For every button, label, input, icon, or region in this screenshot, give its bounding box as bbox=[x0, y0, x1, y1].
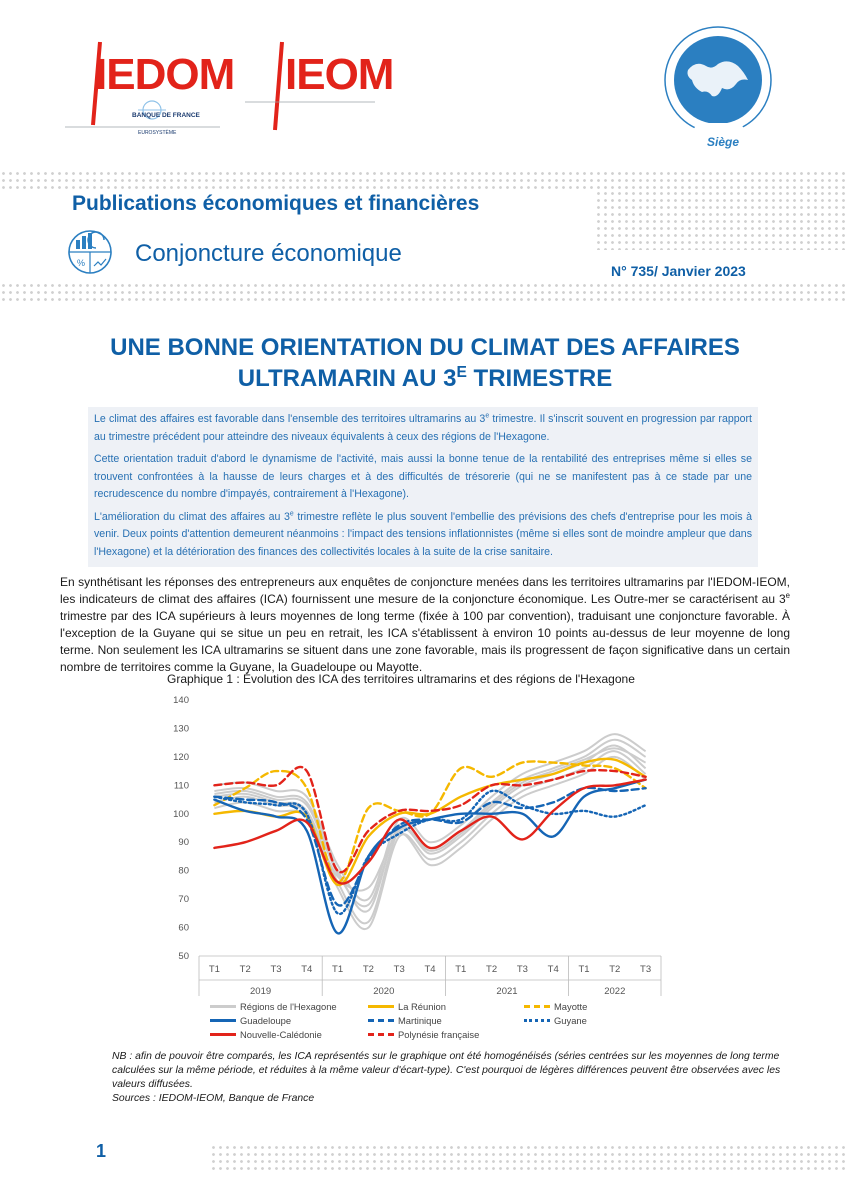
legend-swatch bbox=[210, 1005, 236, 1008]
x-tick-label: T1 bbox=[455, 964, 467, 975]
legend-item bbox=[210, 1001, 337, 1012]
header-dots-right bbox=[595, 190, 849, 250]
legend-label: Guyane bbox=[554, 1015, 587, 1026]
legend-swatch bbox=[210, 1033, 236, 1036]
legend-label: La Réunion bbox=[398, 1001, 446, 1012]
legend-item bbox=[368, 1015, 442, 1026]
svg-text:%: % bbox=[77, 258, 86, 268]
x-tick-label: T3 bbox=[516, 964, 528, 975]
x-tick-label: T2 bbox=[239, 964, 251, 975]
x-tick-label: T4 bbox=[547, 964, 559, 975]
x-tick-label: T3 bbox=[270, 964, 282, 975]
legend-swatch bbox=[368, 1005, 394, 1008]
series-line-hexagone bbox=[214, 751, 645, 929]
legend-label: Nouvelle-Calédonie bbox=[240, 1029, 322, 1040]
chart-title: Graphique 1 : Évolution des ICA des territoires ultramarins et des régions de l'Hexagone bbox=[167, 672, 635, 686]
header-dots-bottom bbox=[0, 282, 849, 304]
ieom-wordmark: IEOM bbox=[285, 50, 394, 99]
footer-dots bbox=[210, 1144, 849, 1174]
main-title bbox=[60, 332, 790, 394]
eurosysteme-label: EUROSYSTÈME bbox=[138, 130, 177, 136]
note-sources: Sources : IEDOM-IEOM, Banque de France bbox=[112, 1093, 315, 1104]
x-tick-label: T3 bbox=[393, 964, 405, 975]
x-tick-label: T1 bbox=[208, 964, 220, 975]
x-tick-label: T2 bbox=[609, 964, 621, 975]
page-number: 1 bbox=[96, 1141, 107, 1161]
main-title-line2: ULTRAMARIN AU $3^E$ TRIMESTRE bbox=[237, 364, 613, 392]
summary-paragraph-1: Le climat des affaires est favorable dans l'ensemble des territoires ultramarins au 3e trimestre. Il s'inscrit souvent en progression par rapport au trimestre précédent pour atteindre des niveaux équivalents à ceux des régions de l'Hexagone. bbox=[94, 412, 752, 443]
x-year-label: 2021 bbox=[496, 986, 518, 997]
x-tick-label: T4 bbox=[301, 964, 313, 975]
y-tick-label: 100 bbox=[173, 808, 189, 820]
summary-paragraph-2: Cette orientation traduit d'abord le dynamisme de l'activité, mais aussi la bonne tenue de la rentabilité des entreprises même si elles se trouvent confrontées à la hausse de leurs charges et à des difficultés de trésorerie (qui ne se manifestent pas à ce stade par une recrudescence du nombre d'impayés, contrairement à l'Hexagone). bbox=[94, 453, 752, 500]
y-tick-label: 90 bbox=[178, 837, 189, 849]
note-nb: NB : afin de pouvoir être comparés, les ICA représentés sur le graphique ont été homogénéisés (séries centrées sur les moyennes de long terme calculées sur la même période, et réduites à la même valeur d'écart-type). C'est pourquoi de légères différences peuvent être observées avec les valeurs diffusées. bbox=[112, 1051, 781, 1090]
legend-label: Polynésie française bbox=[398, 1029, 480, 1040]
y-tick-label: 60 bbox=[178, 922, 189, 934]
issue-number: N° 735/ Janvier 2023 bbox=[611, 263, 746, 279]
main-title-line1: UNE BONNE ORIENTATION DU CLIMAT DES AFFAIRES bbox=[110, 334, 740, 361]
summary-paragraph-3: L'amélioration du climat des affaires au 3e trimestre reflète le plus souvent l'embellie des prévisions des chefs d'entreprise pour les mois à venir. Deux points d'attention demeurent néanmoins : l'impact des tensions inflationnistes (même si elles sont de moindre ampleur que dans l'Hexagone) et la détérioration des finances des collectivités locales à la suite de la crise sanitaire. bbox=[94, 509, 752, 558]
legend-item bbox=[210, 1029, 322, 1040]
series-line-nouvelle-cal-donie bbox=[214, 780, 645, 884]
legend-label: Mayotte bbox=[554, 1001, 588, 1012]
x-tick-label: T1 bbox=[578, 964, 590, 975]
y-tick-label: 140 bbox=[173, 695, 189, 706]
legend-label: Guadeloupe bbox=[240, 1015, 292, 1026]
x-year-label: 2022 bbox=[604, 986, 626, 997]
legend-swatch bbox=[368, 1019, 394, 1022]
legend-item bbox=[368, 1001, 446, 1012]
y-tick-label: 50 bbox=[178, 951, 189, 962]
legend-label: Régions de l'Hexagone bbox=[240, 1001, 337, 1012]
series-line-hexagone bbox=[214, 757, 645, 891]
siege-badge-label: Siège bbox=[707, 135, 740, 149]
header-dots-band bbox=[0, 170, 849, 190]
chart-note bbox=[112, 1050, 792, 1106]
x-tick-label: T1 bbox=[332, 964, 344, 975]
legend-swatch bbox=[524, 1019, 550, 1022]
legend-swatch bbox=[210, 1019, 236, 1022]
section-title: Conjoncture économique bbox=[135, 240, 402, 267]
legend-item bbox=[368, 1029, 479, 1040]
x-tick-label: T2 bbox=[362, 964, 374, 975]
legend-item bbox=[210, 1015, 291, 1026]
series-line-guyane bbox=[214, 791, 645, 914]
legend-label: Martinique bbox=[398, 1015, 442, 1026]
y-tick-label: 110 bbox=[173, 780, 189, 792]
summary-box bbox=[88, 407, 758, 567]
body-paragraph: En synthétisant les réponses des entrepreneurs aux enquêtes de conjoncture menées dans les territoires ultramarins par l'IEDOM-IEOM, les indicateurs de climat des affaires (ICA) fournissent une mesure de la conjoncture économique. Les Outre-mer se caractérisent au 3e trimestre par des ICA supérieurs à leurs moyennes de long terme (fixée à 100 par convention), traduisant une conjoncture favorable. À l'exception de la Guyane qui se situe un peu en retrait, les ICA s'établissent à environ 10 points au-dessus de leur moyenne de long terme. Non seulement les ICA ultramarins se situent dans une zone favorable, mais ils progressent de façon significative dans un certain nombre de territoires comme la Guyane, la Guadeloupe ou Mayotte. bbox=[60, 575, 790, 674]
legend-item bbox=[524, 1001, 587, 1012]
ica-line-chart bbox=[165, 688, 675, 998]
series-line-hexagone bbox=[214, 740, 645, 912]
x-tick-label: T4 bbox=[424, 964, 436, 975]
banque-de-france-label: BANQUE DE FRANCE bbox=[132, 112, 200, 119]
legend-item bbox=[524, 1015, 587, 1026]
conjoncture-icon bbox=[66, 228, 118, 278]
legend-swatch bbox=[524, 1005, 550, 1008]
y-tick-label: 80 bbox=[178, 865, 189, 877]
x-year-label: 2019 bbox=[250, 986, 272, 997]
y-tick-label: 130 bbox=[173, 723, 189, 735]
y-tick-label: 120 bbox=[173, 751, 189, 763]
x-tick-label: T3 bbox=[640, 964, 652, 975]
series-line-la-r-union bbox=[214, 759, 645, 885]
legend-swatch bbox=[368, 1033, 394, 1036]
x-year-label: 2020 bbox=[373, 986, 395, 997]
x-tick-label: T2 bbox=[486, 964, 498, 975]
iedom-wordmark: IEDOM bbox=[95, 50, 235, 99]
publication-title: Publications économiques et financières bbox=[72, 192, 480, 215]
y-tick-label: 70 bbox=[178, 894, 189, 906]
